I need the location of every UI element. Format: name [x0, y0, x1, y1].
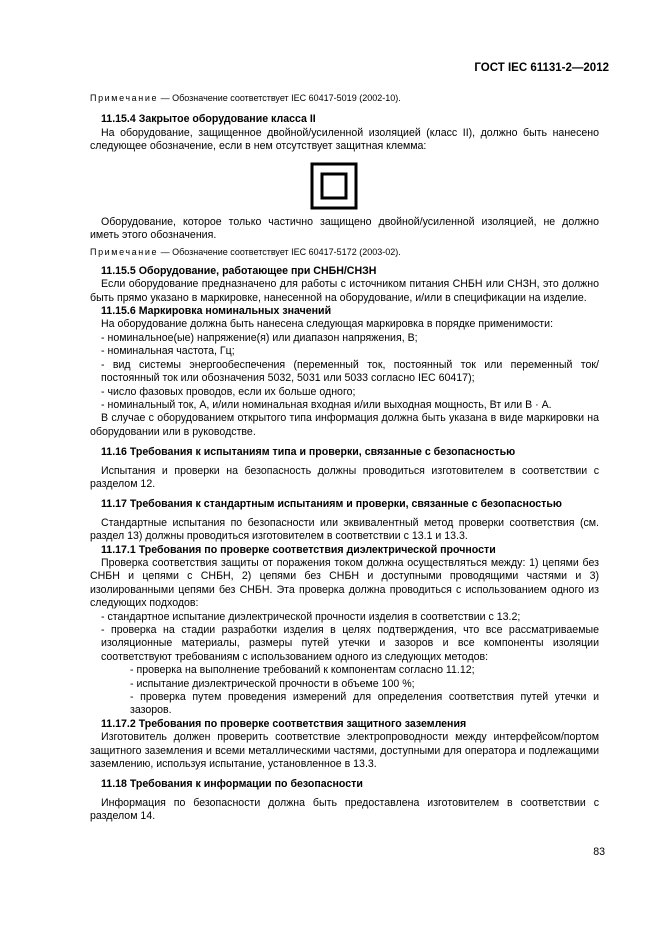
- paragraph: Информация по безопасности должна быть предоставлена изготовителем в соответствии с разделом 14.: [90, 796, 599, 823]
- note-text: — Обозначение соответствует IEC 60417-5172 (2003-02).: [160, 247, 401, 258]
- paragraph: Испытания и проверки на безопасность должны проводиться изготовителем в соответствии с разделом 12.: [90, 464, 599, 490]
- method-list: [90, 664, 599, 718]
- note-1: [90, 92, 599, 105]
- list-item: - испытание диэлектрической прочности в объеме 100 %;: [130, 677, 415, 690]
- marking-list: [90, 332, 599, 412]
- paragraph: Проверка соответствия защиты от поражения током должна осуществляться между: 1) цепями без СНБН и цепями с СНБН, 2) цепями без СНБН и доступными проводящими частями и 3) изолированными цепями без СНБН. Эта проверка должна проводиться с использованием одного из следующих подходов:: [90, 556, 599, 610]
- class-ii-symbol: [90, 154, 599, 216]
- note-label: Примечание: [90, 93, 159, 103]
- list-item: - вид системы энергообеспечения (переменный ток, постоянный ток или переменный ток/постоянный ток или обозначения 5032, 5031 или 5033 согласно IEC 60417);: [101, 358, 599, 385]
- standard-header: ГОСТ IEC 61131-2—2012: [474, 62, 609, 74]
- list-item: - число фазовых проводов, если их больше одного;: [101, 385, 356, 398]
- note-text: — Обозначение соответствует IEC 60417-5019 (2002-10).: [160, 93, 401, 103]
- heading-11-15-6: 11.15.6 Маркировка номинальных значений: [101, 305, 332, 318]
- heading-11-18: 11.18 Требования к информации по безопасности: [101, 778, 363, 791]
- paragraph: В случае с оборудованием открытого типа информация должна быть указана в виде маркировки на оборудовании или в руководстве.: [90, 412, 599, 438]
- paragraph: Если оборудование предназначено для работы с источником питания СНБН или СНЗН, это должно быть прямо указано в маркировке, нанесенной на оборудование, и/или в спецификации на изделие.: [90, 278, 599, 304]
- paragraph: На оборудование должна быть нанесена следующая маркировка в порядке применимости:: [101, 318, 554, 331]
- list-item: - проверка на стадии разработки изделия в целях подтверждения, что все рассматриваемые изоляционные материалы, размеры путей утечки и зазоров и все компоненты изоляции соответствуют требованиям с использованием одного из следующих методов:: [101, 624, 599, 663]
- document-body: [90, 92, 599, 824]
- heading-11-16: 11.16 Требования к испытаниям типа и проверки, связанные с безопасностью: [101, 446, 516, 459]
- heading-11-15-4: 11.15.4 Закрытое оборудование класса II: [101, 113, 316, 126]
- heading-11-17-2: 11.17.2 Требования по проверке соответствия защитного заземления: [101, 717, 467, 730]
- list-item: - проверка на выполнение требований к компонентам согласно 11.12;: [130, 664, 475, 677]
- approach-list: [90, 611, 599, 665]
- note-2: [90, 246, 599, 259]
- paragraph: Изготовитель должен проверить соответствие электропроводности между интерфейсом/портом защитного заземления и всеми металлическими частями, доступными для оператора и подлежащими заземлению, используя испытание, установленное в 13.3.: [90, 731, 599, 771]
- list-item: - номинальная частота, Гц;: [101, 345, 235, 358]
- heading-11-15-5: 11.15.5 Оборудование, работающее при СНБН/СНЗН: [101, 264, 377, 277]
- list-item: - стандартное испытание диэлектрической прочности изделия в соответствии с 13.2;: [101, 610, 521, 623]
- note-label: Примечание: [90, 247, 159, 258]
- list-item: - номинальный ток, А, и/или номинальная входная и/или выходная мощность, Вт или В · А.: [101, 398, 552, 411]
- list-item: - номинальное(ые) напряжение(я) или диапазон напряжения, В;: [101, 331, 418, 344]
- heading-11-17: 11.17 Требования к стандартным испытаниям и проверки, связанные с безопасностью: [101, 498, 562, 511]
- paragraph: На оборудование, защищенное двойной/усиленной изоляцией (класс II), должно быть нанесено следующее обозначение, если в нем отсутствует защитная клемма:: [90, 126, 599, 153]
- paragraph: Оборудование, которое только частично защищено двойной/усиленной изоляцией, не должно иметь этого обозначения.: [90, 215, 599, 242]
- double-square-class-ii-icon: [310, 162, 358, 210]
- page-number: 83: [593, 846, 605, 858]
- list-item: - проверка путем проведения измерений для определения соответствия путей утечки и зазоров.: [130, 691, 599, 717]
- heading-11-17-1: 11.17.1 Требования по проверке соответствия диэлектрической прочности: [101, 543, 496, 556]
- paragraph: Стандартные испытания по безопасности или эквивалентный метод проверки соответствия (см. раздел 13) должны проводиться изготовителем в соответствии с 13.1 и 13.3.: [90, 516, 599, 543]
